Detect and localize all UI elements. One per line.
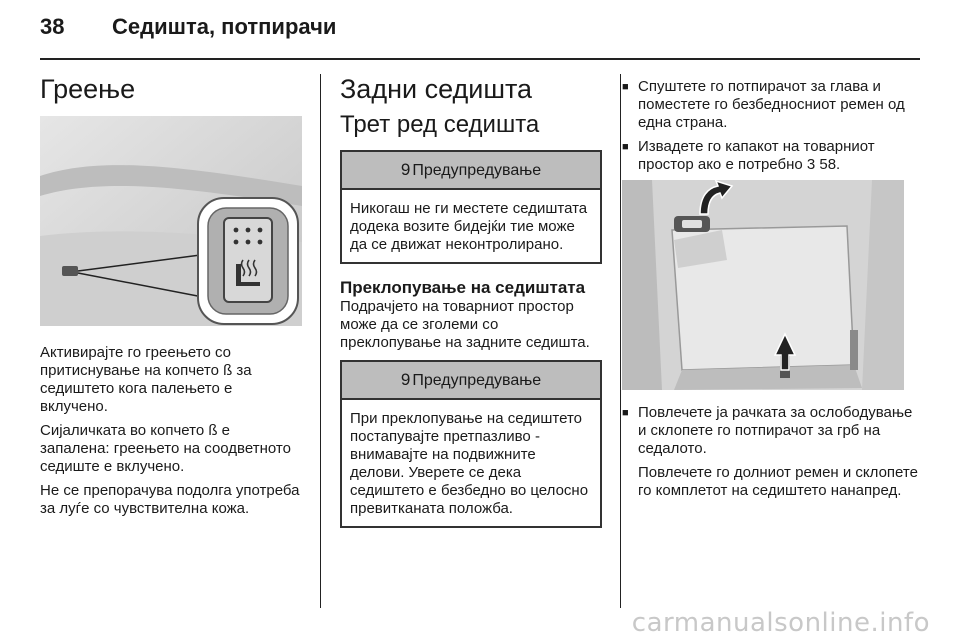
- column-divider-right: [620, 74, 621, 608]
- bullet-text: Спуштете го потпирачот за глава и поместете го безбедносниот ремен од една страна.: [638, 78, 905, 131]
- paragraph-activate-heating: Активирајте го греењето со притиснување на копчето ß за седиштето кога палењето е вклучено.: [40, 344, 252, 415]
- warning-box-adjust: [340, 150, 602, 264]
- watermark: carmanualsonline.info: [631, 608, 930, 638]
- warning-text: Никогаш не ги местете седиштата додека возите бидејќи тие може да се движат неконтролирано.: [350, 200, 588, 253]
- section-heading-rear-seats: Задни седишта: [340, 74, 533, 104]
- warning-title: [342, 362, 600, 400]
- bullet-square-icon: ■: [622, 407, 629, 419]
- column-seat-heating: [40, 72, 302, 524]
- paragraph-indicator-light: Сијаличката во копчето ß е запалена: греењето на соодветното седиште е вклучено.: [40, 422, 291, 475]
- page-number: 38: [40, 14, 65, 39]
- column-folding-steps: [622, 78, 922, 506]
- sub-heading-third-row: Трет ред седишта: [340, 111, 540, 138]
- section-heading-heating: Греење: [40, 74, 136, 104]
- bullet-text: Извадете го капакот на товарниот простор ако е потребно 3 58.: [638, 138, 875, 173]
- seat-heating-illustration: [40, 116, 302, 326]
- column-rear-seats: [340, 72, 602, 528]
- page-header-title: Седишта, потпирачи: [112, 14, 337, 39]
- seat-heating-illustration-svg: [40, 116, 302, 326]
- seat-folding-illustration-svg: [622, 180, 904, 390]
- paragraph-sensitive-skin: Не се препорачува подолга употреба за луѓе со чувствителна кожа.: [40, 482, 300, 517]
- column-divider-left: [320, 74, 321, 608]
- bullet-item: [622, 404, 922, 458]
- bullet-item: [622, 78, 922, 132]
- paragraph-continuation: Повлечете го долниот ремен и склопете го комплетот на седиштето нанапред.: [638, 464, 918, 499]
- subsection-heading-folding: Преклопување на седиштата: [340, 278, 586, 297]
- bullet-text: Повлечете ја рачката за ослободување и склопете го потпирачот за грб на седалото.: [638, 404, 913, 457]
- warning-box-folding: [340, 360, 602, 528]
- warning-title: [342, 152, 600, 190]
- warning-title-text: Предупредување: [412, 372, 542, 389]
- paragraph-folding: Подрачјето на товарниот простор може да се зголеми со преклопување на задните седишта.: [340, 298, 590, 351]
- warning-text: При преклопување на седиштето постапувајте претпазливо - внимавајте на подвижните делови. Уверете се дека седиштето е безбедно во целосно превитканата положба.: [350, 410, 589, 517]
- header-rule: [40, 58, 920, 60]
- warning-icon: 9: [400, 160, 411, 179]
- warning-icon: 9: [400, 370, 411, 389]
- bullet-square-icon: ■: [622, 81, 629, 93]
- bullet-square-icon: ■: [622, 141, 629, 153]
- seat-folding-illustration: [622, 180, 904, 390]
- bullet-item: [622, 138, 922, 174]
- warning-title-text: Предупредување: [412, 162, 542, 179]
